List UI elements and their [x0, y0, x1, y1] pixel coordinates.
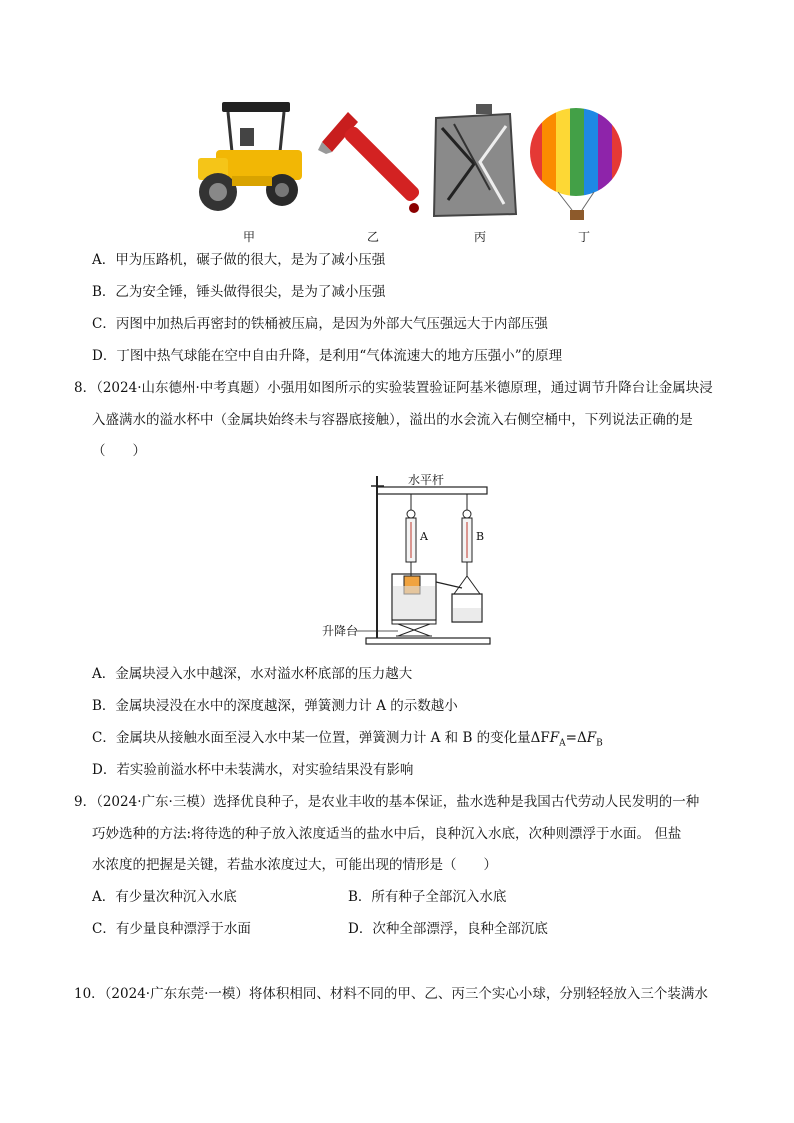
q9-stem-line-3: 水浓度的把握是关键，若盐水浓度过大，可能出现的情形是（ ）	[92, 857, 497, 873]
safety-hammer-image	[318, 110, 422, 216]
q8-stem-line-3: （ ）	[92, 443, 146, 459]
q9-option-c: C．有少量良种漂浮于水面	[92, 921, 251, 937]
q7-option-b: B．乙为安全锤，锤头做得很尖，是为了减小压强	[92, 284, 386, 300]
q9-option-a: A．有少量次种沉入水底	[92, 889, 237, 905]
figure-label-jia: 甲	[243, 230, 256, 244]
figure-label-ding: 丁	[578, 230, 591, 244]
q8-option-b: B．金属块浸没在水中的深度越深，弹簧测力计 A 的示数越小	[92, 698, 458, 714]
q8-option-a: A．金属块浸入水中越深，水对溢水杯底部的压力越大	[92, 666, 413, 682]
q8-stem-line-1: 8．（2024·山东德州·中考真题）小强用如图所示的实验装置验证阿基米德原理，通过调节升降台让金属块浸	[74, 380, 713, 396]
q8-option-c: C．金属块从接触水面至浸入水中某一位置，弹簧测力计 A 和 B 的变化量$\Delta FF_A=\Delta F_B$	[92, 730, 603, 749]
q9-option-d: D．次种全部漂浮，良种全部沉底	[348, 921, 548, 937]
road-roller-image	[192, 100, 306, 216]
q8-option-d: D．若实验前溢水杯中未装满水，对实验结果没有影响	[92, 762, 414, 778]
meter-b-label: B	[476, 530, 485, 543]
meter-a-label: A	[420, 530, 428, 543]
q9-option-b: B．所有种子全部沉入水底	[348, 889, 507, 905]
q9-stem-line-2: 巧妙选种的方法:将待选的种子放入浓度适当的盐水中后，良种沉入水底，次种则漂浮于水面。 但盐	[92, 826, 682, 842]
lift-platform-label: 升降台	[322, 624, 359, 638]
crushed-can-image	[430, 104, 520, 220]
q10-stem-line-1: 10．（2024·广东东莞·一模）将体积相同、材料不同的甲、乙、丙三个实心小球，分别轻轻放入三个装满水	[74, 986, 708, 1002]
q7-option-c: C．丙图中加热后再密封的铁桶被压扁，是因为外部大气压强远大于内部压强	[92, 316, 548, 332]
figure-label-yi: 乙	[367, 230, 380, 244]
figure-label-bing: 丙	[474, 230, 487, 244]
q9-stem-line-1: 9．（2024·广东·三模）选择优良种子，是农业丰收的基本保证，盐水选种是我国古代劳动人民发明的一种	[74, 794, 700, 810]
q7-option-d: D．丁图中热气球能在空中自由升降，是利用“气体流速大的地方压强小”的原理	[92, 348, 563, 364]
q7-option-a: A．甲为压路机，碾子做的很大，是为了减小压强	[92, 252, 386, 268]
q8-stem-line-2: 入盛满水的溢水杯中（金属块始终未与容器底接触），溢出的水会流入右侧空桶中，下列说法正确的是	[92, 412, 693, 428]
horizontal-bar-label: 水平杆	[408, 473, 445, 487]
hot-air-balloon-image	[528, 106, 624, 224]
